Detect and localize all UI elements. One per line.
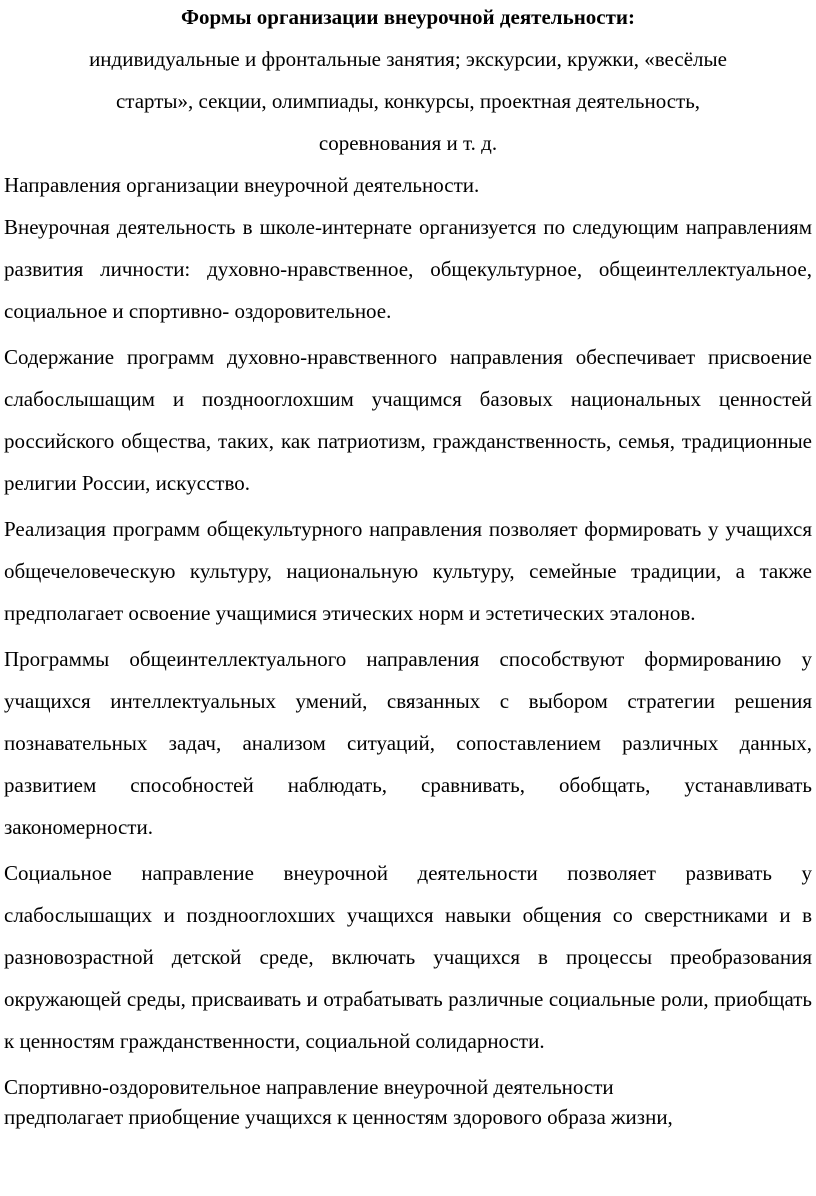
- page-title: Формы организации внеурочной деятельности:: [180, 5, 636, 29]
- paragraph-spiritual-moral: Содержание программ духовно-нравственного направления обеспечивает присвоение слабослышащим и позднооглохшим учащимся базовых национальных ценностей российского общества, таких, как патриотизм, гражданственность, семья, традиционные религии России, искусство.: [4, 345, 812, 495]
- forms-line-1: индивидуальные и фронтальные занятия; экскурсии, кружки, «весёлые: [89, 47, 727, 71]
- paragraph-general-cultural: Реализация программ общекультурного направления позволяет формировать у учащихся общечеловеческую культуру, национальную культуру, семейные традиции, а также предполагает освоение учащимися этических норм и эстетических эталонов.: [4, 517, 812, 625]
- paragraph-directions: Внеурочная деятельность в школе-интернате организуется по следующим направлениям развития личности: духовно-нравственное, общекультурное, общеинтеллектуальное, социальное и спортивно- оздоровительное.: [4, 215, 812, 323]
- paragraph-general-intellectual: Программы общеинтеллектуального направления способствуют формированию у учащихся интеллектуальных умений, связанных с выбором стратегии решения познавательных задач, анализом ситуаций, сопоставлением различных данных, развитием способностей наблюдать, сравнивать, обобщать, устанавливать закономерности.: [4, 647, 812, 839]
- forms-line-3: соревнования и т. д.: [318, 131, 498, 155]
- forms-section: [0, 0, 816, 164]
- paragraph-social: Социальное направление внеурочной деятельности позволяет развивать у слабослышащих и позднооглохших учащихся навыки общения со сверстниками и в разновозрастной детской среде, включать учащихся в процессы преобразования окружающей среды, присваивать и отрабатывать различные социальные роли, приобщать к ценностям гражданственности, социальной солидарности.: [4, 861, 812, 1053]
- forms-line-2: старты», секции, олимпиады, конкурсы, проектная деятельность,: [115, 89, 701, 113]
- paragraph-sports-health: [0, 1072, 816, 1132]
- sports-line-2: предполагает приобщение учащихся к ценностям здорового образа жизни,: [4, 1105, 673, 1129]
- sports-line-1: Спортивно-оздоровительное направление внеурочной деятельности: [4, 1075, 614, 1099]
- directions-heading: Направления организации внеурочной деятельности.: [4, 173, 480, 197]
